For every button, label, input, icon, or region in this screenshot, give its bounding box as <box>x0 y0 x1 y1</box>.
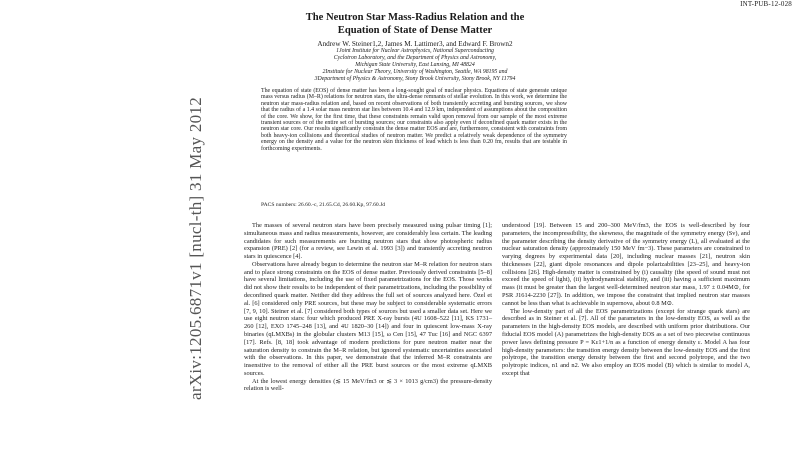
affiliation-line: 3Department of Physics & Astronomy, Stony Brook University, Stony Brook, NY 11794 <box>314 76 516 82</box>
affiliation-line: Michigan State University, East Lansing, MI 48824 <box>355 62 475 68</box>
paragraph: The low-density part of all the EOS parametrizations (except for strange quark stars) are described as in Steiner et al. [7]. All of the parameters in the low-density EOS, as well as the parameters in the high-density EOS models, are described with uniform prior distributions. Our fiducial EOS model (A) parametrizes the high-density EOS as a set of two piecewise continuous power laws defining pressure P = Kε1+1/n as a function of energy density ε. Model A has four high-density parameters: the transition energy density between the low-density EOS and the first polytrope, the transition energy density between the first and second polytrope, and the two polytropic indices, n1 and n2. We also employ an EOS model (B) which is similar to model A, except that <box>502 307 750 377</box>
paragraph: The masses of several neutron stars have been precisely measured using pulsar timing [1]; simultaneous mass and radius measurements, however, are considerably less certain. The leading candidates for such measurements are bursting neutron stars that show photospheric radius expansion (PRE) [2] (for a review, see Lewin et al. 1993 [3]) and transiently accreting neutron stars in quiescence [4]. <box>244 222 492 261</box>
body-left-column <box>244 222 492 393</box>
paragraph: At the lowest energy densities (≲ 15 MeV/fm3 or ≲ 3 × 1013 g/cm3) the pressure-density relation is well- <box>244 377 492 393</box>
author-list: Andrew W. Steiner1,2, James M. Lattimer3, and Edward F. Brown2 <box>317 40 513 48</box>
affiliations <box>250 48 580 83</box>
title-line-1: The Neutron Star Mass-Radius Relation and the <box>305 12 525 23</box>
title-line-2: Equation of State of Dense Matter <box>337 25 493 36</box>
affiliation-line: 2Institute for Nuclear Theory, University of Washington, Seattle, WA 98195 and <box>322 69 508 75</box>
report-number: INT-PUB-12-028 <box>740 0 792 8</box>
paragraph: Observations have already begun to determine the neutron star M–R relation for neutron stars and to place strong constraints on the EOS of dense matter. Previously derived constraints [5–8] have several limitations, including the use of fixed parametrizations for the EOS. Those works did not show their results to be independent of their parametrizations, including the possibility of deconfined quark matter. Neither did they address the full set of sources analyzed here. Özel et al. [6] considered only PRE sources, but these may be subject to considerable systematic errors [7, 9, 10]. Steiner et al. [7] considered both types of sources but used a smaller data set. Here we use eight neutron stars: four which produced PRE X-ray bursts (4U 1608–522 [11], KS 1731–260 [12], EXO 1745–248 [13], and 4U 1820–30 [14]) and four in quiescent low-mass X-ray binaries (qLMXBs) in the globular clusters M13 [15], ω Cen [15], 47 Tuc [16] and NGC 6397 [17]. Refs. [8, 18] took advantage of modern predictions for pure neutron matter near the saturation density to constrain the M–R relation, but ignored systematic uncertainties associated with the observations. In this paper, we demonstrate that the inferred M–R constraints are insensitive to the removal of either all the PRE burst sources or the most extreme qLMXB sources. <box>244 260 492 377</box>
paper-title <box>250 11 580 37</box>
pacs-numbers: PACS numbers: 26.60.-c, 21.65.Cd, 26.60.Kp, 97.60.Jd <box>261 202 386 208</box>
body-right-column <box>502 222 750 378</box>
affiliation-line: 1Joint Institute for Nuclear Astrophysics, National Superconducting <box>336 48 494 54</box>
abstract: The equation of state (EOS) of dense matter has been a long-sought goal of nuclear physics. Equations of state generate unique mass versus radius (M–R) relations for neutron stars, the ultra-dense remnants of stellar evolution. In this work, we determine the neutron star mass-radius relation and, based on recent observations of both transiently accreting and bursting sources, we show that the radius of a 1.4 solar mass neutron star lies between 10.4 and 12.9 km, independent of assumptions about the composition of the core. We show, for the first time, that these constraints remain valid upon removal from our sample of the most extreme transient sources or of the entire set of bursting sources; our constraints also apply even if deconfined quark matter exists in the neutron star core. Our results significantly constrain the dense matter EOS and are, furthermore, consistent with constraints from both heavy-ion collisions and theoretical studies of neutron matter. We predict a relatively weak dependence of the symmetry energy on the density and a value for the neutron skin thickness of lead which is less than 0.20 fm, results that are testable in forthcoming experiments. <box>261 88 567 152</box>
paragraph: understood [19]. Between 15 and 200–300 MeV/fm3, the EOS is well-described by four parameters, the incompressibility, the skewness, the magnitude of the symmetry energy (Sv), and the parameter describing the density derivative of the symmetry energy (L), all evaluated at the nuclear saturation density (approximately 150 MeV fm−3). These parameters are constrained to varying degrees by experimental data [20], including nuclear masses [21], neutron skin thicknesses [22], giant dipole resonances and dipole polarizabilities [23–25], and heavy-ion collisions [26]. High-density matter is constrained by (i) causality (the speed of sound must not exceed the speed of light), (ii) hydrodynamical stability, and (iii) having a sufficient maximum mass (it must be greater than the largest well-determined neutron star mass, 1.97 ± 0.04M⊙, for PSR J1614-2230 [27]). In addition, we impose the constraint that implied neutron star masses cannot be less than what is achievable in supernova, about 0.8 M⊙. <box>502 222 750 307</box>
affiliation-line: Cyclotron Laboratory, and the Department of Physics and Astronomy, <box>333 55 497 61</box>
arxiv-identifier-stamp[interactable]: arXiv:1205.6871v1 [nucl-th] 31 May 2012 <box>186 96 205 400</box>
